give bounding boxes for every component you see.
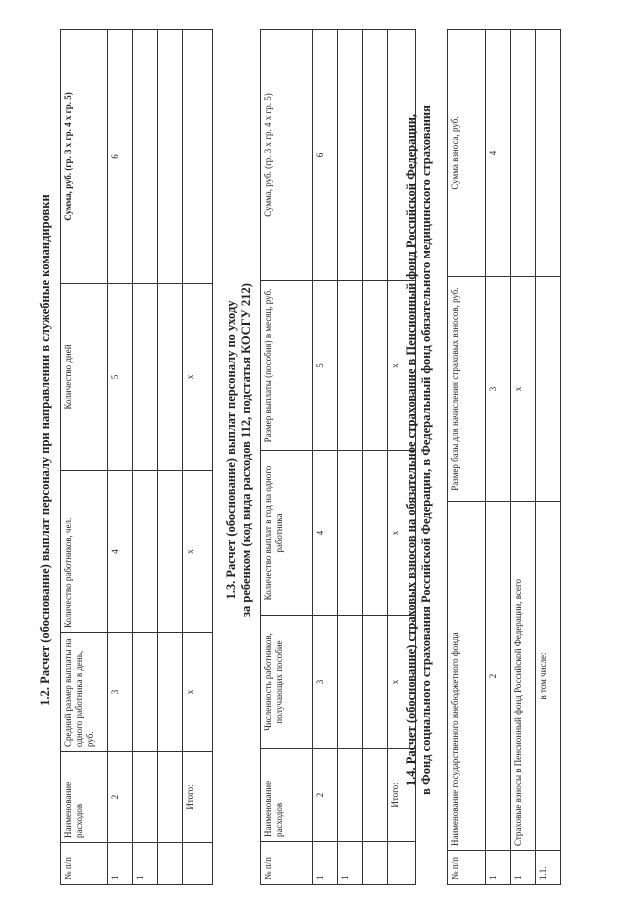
table-total-row <box>183 30 213 885</box>
col-header: Наименование расходов <box>61 752 108 843</box>
col-header: Количество дней <box>61 284 108 471</box>
col-header: Количество работников, чел. <box>61 471 108 633</box>
total-cell: х <box>388 451 416 616</box>
row-label: в том числе: <box>536 502 561 851</box>
row-cell: х <box>511 277 536 502</box>
row-number: 1.1. <box>536 851 561 885</box>
total-cell: х <box>388 616 416 749</box>
total-cell: х <box>183 471 213 633</box>
col-number: 5 <box>313 281 338 451</box>
table-row <box>133 30 158 885</box>
section-1-2-title: 1.2. Расчет (обоснование) выплат персоналу при направлении в служебные командировки <box>38 194 52 706</box>
col-number: 2 <box>108 752 133 843</box>
col-number: 2 <box>313 749 338 842</box>
col-number: 4 <box>108 471 133 633</box>
col-header: № п/п <box>261 842 313 885</box>
col-number: 3 <box>486 277 511 502</box>
col-header: Сумма, руб. (гр. 3 х гр. 4 х гр. 5) <box>61 30 108 284</box>
col-header: Количество выплат в год на одного работника <box>261 451 313 616</box>
table-row <box>536 30 561 885</box>
col-number: 1 <box>108 843 133 885</box>
col-number: 5 <box>108 284 133 471</box>
col-number: 4 <box>313 451 338 616</box>
col-number: 1 <box>313 842 338 885</box>
row-number: 1 <box>338 842 363 885</box>
table-1-4 <box>447 29 561 885</box>
col-number: 2 <box>486 502 511 851</box>
col-header: Размер выплаты (пособия) в месяц, руб. <box>261 281 313 451</box>
row-number: 1 <box>133 843 158 885</box>
table-1-3-header <box>261 30 313 885</box>
table-1-2 <box>60 29 213 885</box>
col-number: 3 <box>108 633 133 752</box>
section-1-3-title: 1.3. Расчет (обоснование) выплат персоналу по уходу за ребенком (код вида расходов 112, подстатья КОСГУ 212) <box>224 283 253 617</box>
total-cell: х <box>183 633 213 752</box>
table-1-3-column-numbers <box>313 30 338 885</box>
row-label: Страховые взносы в Пенсионный фонд Российской Федерации, всего <box>511 502 536 851</box>
table-1-3 <box>260 29 416 885</box>
total-cell: х <box>183 284 213 471</box>
col-number: 6 <box>313 30 338 281</box>
table-row <box>338 30 363 885</box>
col-header: Сумма, руб. (гр. 3 х гр. 4 х гр. 5) <box>261 30 313 281</box>
table-row <box>363 30 388 885</box>
section-1-4-title: 1.4. Расчет (обоснование) страховых взносов на обязательное страхование в Пенсионный фонд Российской Федерации, в Фонд социального страхования Российской Федерации, в Федеральный фонд обязательного медицинского страхования <box>404 105 433 795</box>
table-1-4-column-numbers <box>486 30 511 885</box>
col-header: Средний размер выплаты на одного работника в день, руб. <box>61 633 108 752</box>
col-header: № п/п <box>448 851 486 885</box>
col-header: Наименование расходов <box>261 749 313 842</box>
table-1-2-column-numbers <box>108 30 133 885</box>
table-1-2-header <box>61 30 108 885</box>
table-1-4-header <box>448 30 486 885</box>
col-number: 4 <box>486 30 511 277</box>
col-header: Численность работников, получающих пособие <box>261 616 313 749</box>
col-number: 6 <box>108 30 133 284</box>
col-header: Наименование государственного внебюджетного фонда <box>448 502 486 851</box>
col-number: 1 <box>486 851 511 885</box>
col-number: 3 <box>313 616 338 749</box>
table-row <box>511 30 536 885</box>
table-row <box>158 30 183 885</box>
total-cell: х <box>388 281 416 451</box>
row-number: 1 <box>511 851 536 885</box>
total-label: Итого: <box>388 749 416 842</box>
col-header: Размер базы для начисления страховых взносов, руб. <box>448 277 486 502</box>
col-header: № п/п <box>61 843 108 885</box>
col-header: Сумма взноса, руб. <box>448 30 486 277</box>
total-label: Итого: <box>183 752 213 843</box>
